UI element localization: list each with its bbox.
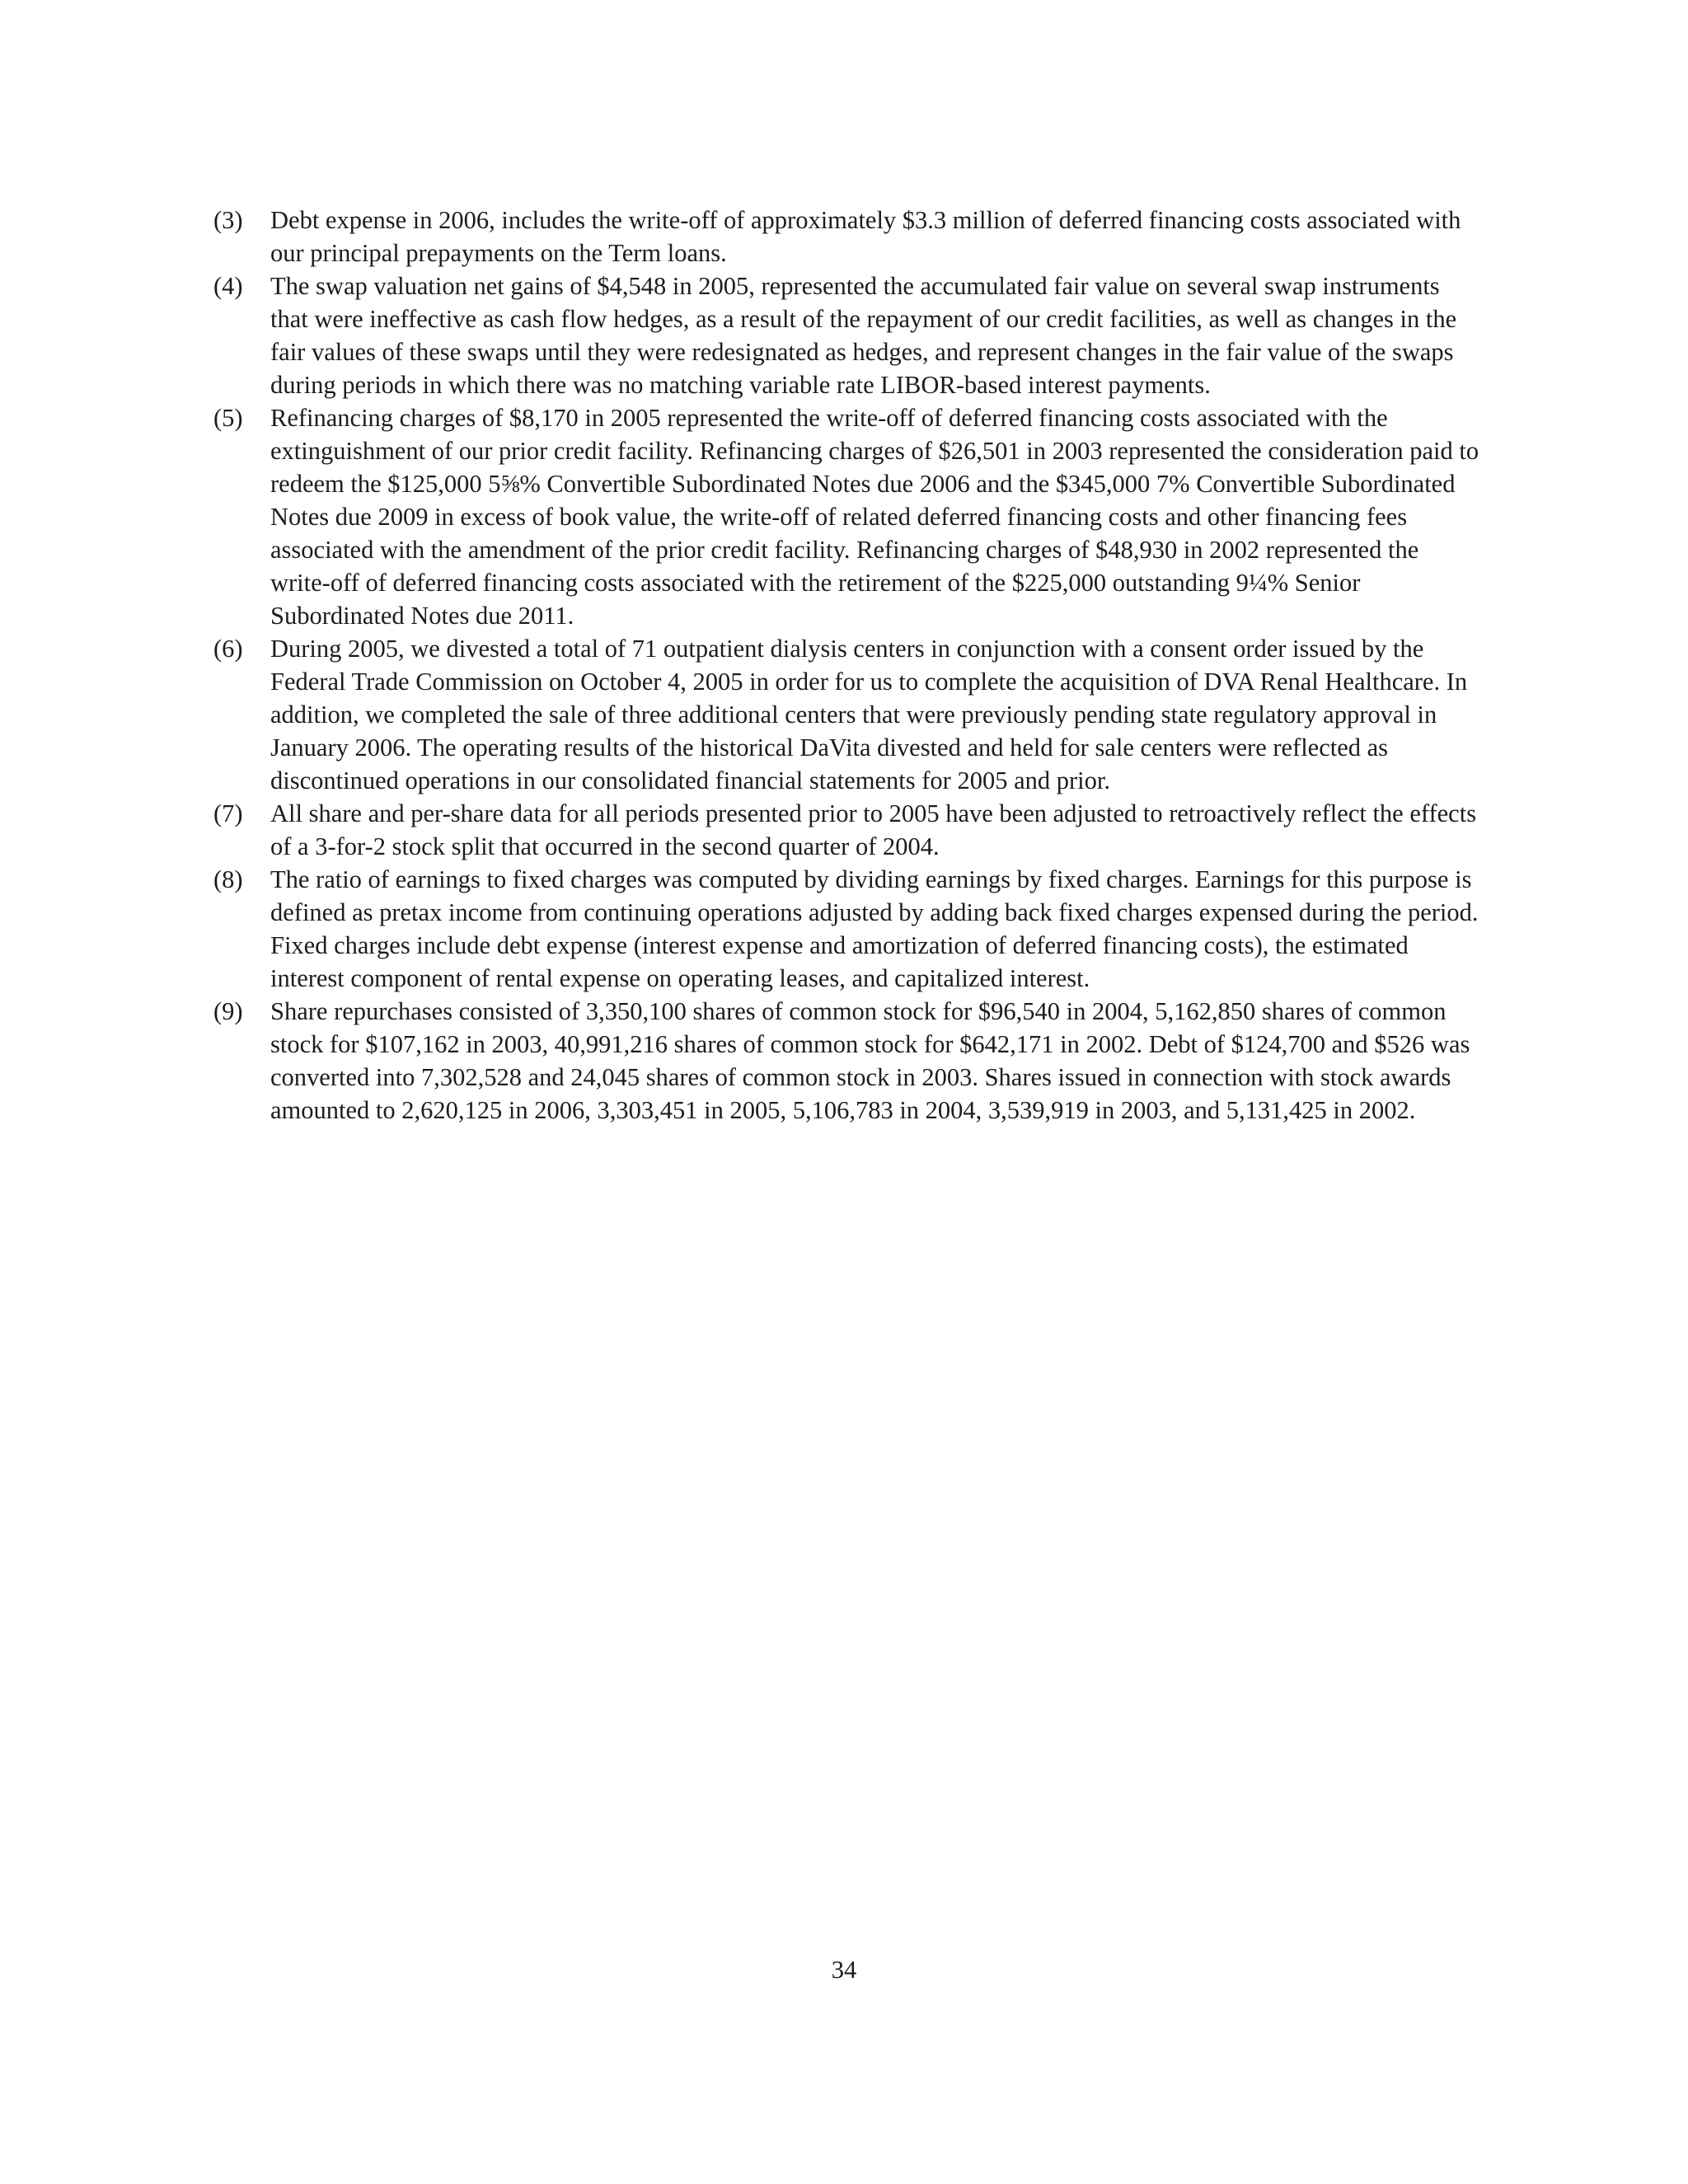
page-number: 34 [831,1956,857,1984]
footnote-6 [213,632,1483,797]
footnote-number: (4) [213,272,243,300]
footnote-number: (7) [213,799,243,827]
footnote-4 [213,269,1483,401]
footnote-text: Debt expense in 2006, includes the write-off of approximately $3.3 million of deferred financing costs associated with our principal prepayments on the Term loans. [270,206,1461,267]
footnote-7 [213,797,1483,863]
footnote-number: (5) [213,404,243,432]
footnote-number: (6) [213,635,243,663]
footnote-number: (9) [213,997,243,1025]
footnote-list [213,204,1483,1127]
footnote-number: (3) [213,206,243,234]
footnote-9 [213,995,1483,1127]
footnote-text: During 2005, we divested a total of 71 outpatient dialysis centers in conjunction with a consent order issued by the Federal Trade Commission on October 4, 2005 in order for us to complete the acquisition of DVA Renal Healthcare. In addition, we completed the sale of three additional centers that were previously pending state regulatory approval in January 2006. The operating results of the historical DaVita divested and held for sale centers were reflected as discontinued operations in our consolidated financial statements for 2005 and prior. [270,635,1468,794]
footnote-text: The swap valuation net gains of $4,548 in 2005, represented the accumulated fair value on several swap instruments that were ineffective as cash flow hedges, as a result of the repayment of our credit facilities, as well as changes in the fair values of these swaps until they were redesignated as hedges, and represent changes in the fair value of the swaps during periods in which there was no matching variable rate LIBOR-based interest payments. [270,272,1457,399]
footnote-3 [213,204,1483,269]
footnote-number: (8) [213,865,243,893]
footnote-5 [213,401,1483,632]
footnote-8 [213,863,1483,995]
footnote-text: All share and per-share data for all periods presented prior to 2005 have been adjusted to retroactively reflect the effects of a 3-for-2 stock split that occurred in the second quarter of 2004. [270,799,1477,860]
footnote-text: The ratio of earnings to fixed charges was computed by dividing earnings by fixed charges. Earnings for this purpose is defined as pretax income from continuing operations adjusted by adding back fixed charges expensed during the period. Fixed charges include debt expense (interest expense and amortization of deferred financing costs), the estimated interest component of rental expense on operating leases, and capitalized interest. [270,865,1479,992]
footnote-text: Refinancing charges of $8,170 in 2005 represented the write-off of deferred financing costs associated with the extinguishment of our prior credit facility. Refinancing charges of $26,501 in 2003 represented the consideration paid to redeem the $125,000 5⅝% Convertible Subordinated Notes due 2006 and the $345,000 7% Convertible Subordinated Notes due 2009 in excess of book value, the write-off of related deferred financing costs and other financing fees associated with the amendment of the prior credit facility. Refinancing charges of $48,930 in 2002 represented the write-off of deferred financing costs associated with the retirement of the $225,000 outstanding 9¼% Senior Subordinated Notes due 2011. [270,404,1479,630]
footnote-text: Share repurchases consisted of 3,350,100 shares of common stock for $96,540 in 2004, 5,162,850 shares of common stock for $107,162 in 2003, 40,991,216 shares of common stock for $642,171 in 2002. Debt of $124,700 and $526 was converted into 7,302,528 and 24,045 shares of common stock in 2003. Shares issued in connection with stock awards amounted to 2,620,125 in 2006, 3,303,451 in 2005, 5,106,783 in 2004, 3,539,919 in 2003, and 5,131,425 in 2002. [270,997,1470,1124]
